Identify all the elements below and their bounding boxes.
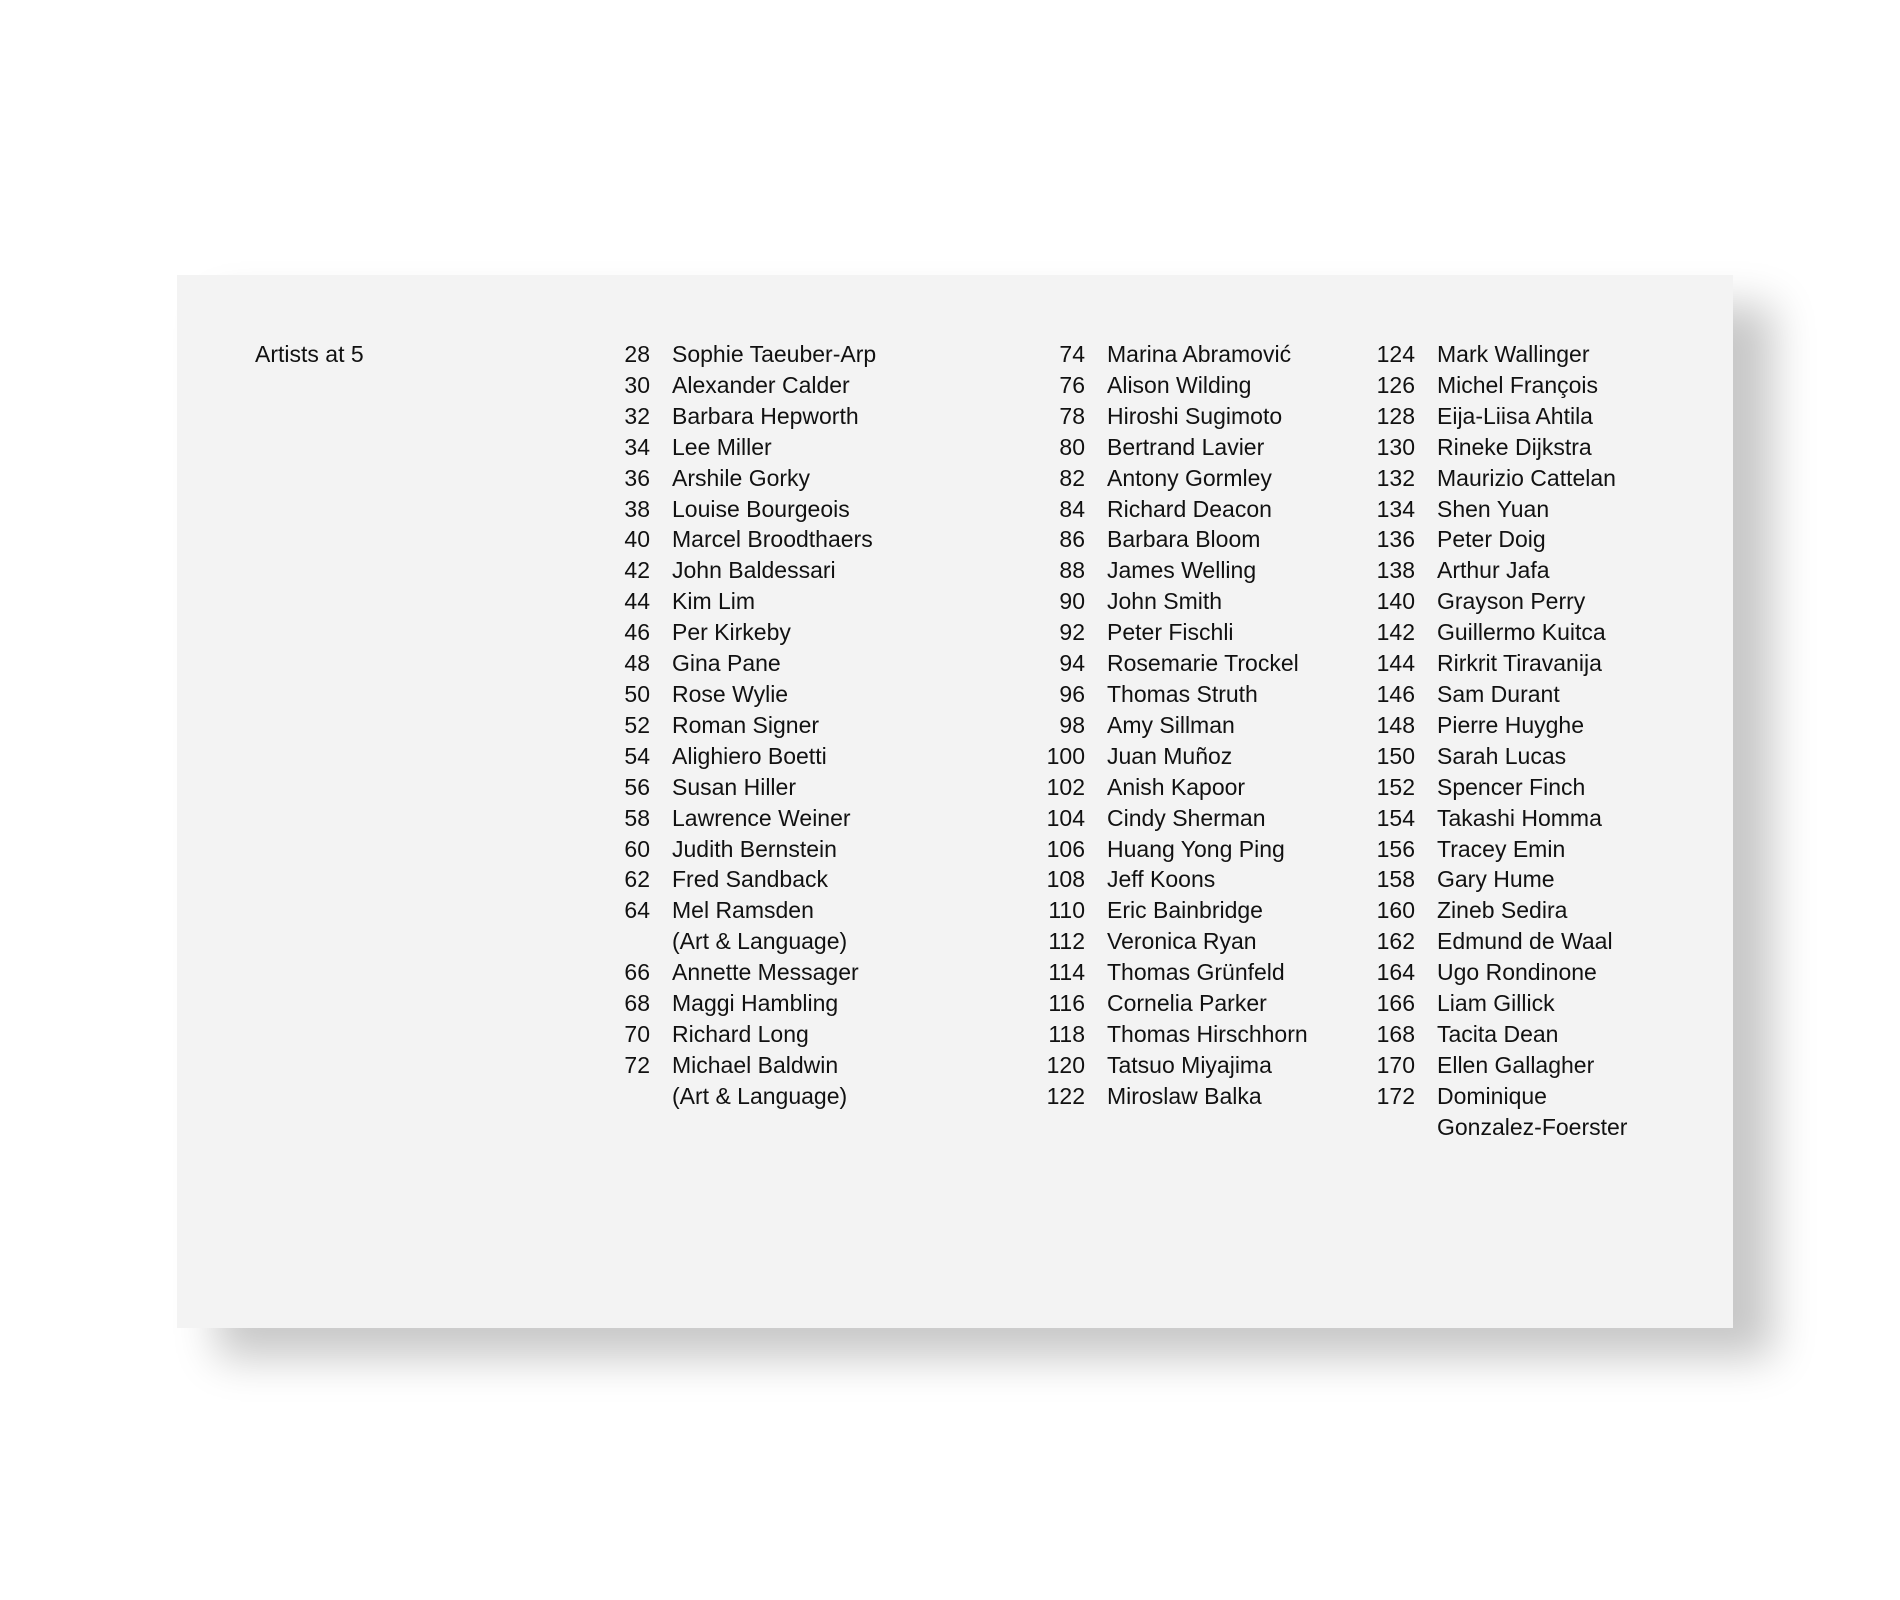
toc-artist-name: Annette Messager xyxy=(672,959,859,986)
toc-artist-name: Eric Bainbridge xyxy=(1107,897,1263,924)
toc-entry xyxy=(590,834,876,865)
toc-artist-name: Zineb Sedira xyxy=(1437,897,1568,924)
toc-artist-name: Jeff Koons xyxy=(1107,866,1216,893)
toc-artist-name: Louise Bourgeois xyxy=(672,495,850,522)
toc-entry xyxy=(1025,339,1308,370)
toc-page-number: 132 xyxy=(1376,464,1415,491)
toc-page-number: 42 xyxy=(624,557,650,584)
toc-page-number: 136 xyxy=(1376,526,1415,553)
toc-entry xyxy=(590,803,876,834)
toc-entry xyxy=(590,679,876,710)
toc-entry xyxy=(1025,555,1308,586)
toc-column-1 xyxy=(590,339,876,1112)
toc-entry xyxy=(1355,926,1627,957)
toc-entry xyxy=(1025,772,1308,803)
toc-page-number: 108 xyxy=(1046,866,1085,893)
toc-artist-name: Michel François xyxy=(1437,371,1599,398)
toc-artist-name: Rirkrit Tiravanija xyxy=(1437,650,1602,677)
toc-page-number: 124 xyxy=(1376,341,1415,367)
toc-artist-name: Arshile Gorky xyxy=(672,464,811,491)
toc-entry xyxy=(1025,586,1308,617)
toc-entry xyxy=(1355,494,1627,525)
toc-artist-name: Fred Sandback xyxy=(672,866,828,893)
toc-artist-name: Mark Wallinger xyxy=(1437,341,1590,367)
toc-entry xyxy=(1025,957,1308,988)
toc-page-number: 50 xyxy=(624,680,650,707)
toc-page-number: 142 xyxy=(1376,619,1415,646)
toc-artist-name: Hiroshi Sugimoto xyxy=(1107,402,1283,429)
toc-artist-name: Mel Ramsden (Art & Language) xyxy=(672,897,848,955)
toc-entry xyxy=(1355,586,1627,617)
toc-artist-name: Shen Yuan xyxy=(1437,495,1550,522)
toc-artist-name: Takashi Homma xyxy=(1437,804,1602,831)
toc-page-number: 114 xyxy=(1048,959,1085,986)
toc-entry xyxy=(1355,648,1627,679)
toc-artist-name: Arthur Jafa xyxy=(1437,557,1550,584)
toc-entry xyxy=(590,648,876,679)
toc-artist-name: Lawrence Weiner xyxy=(672,804,851,831)
toc-entry xyxy=(1355,1050,1627,1081)
toc-page-number: 64 xyxy=(624,897,650,924)
toc-artist-name: Thomas Struth xyxy=(1107,680,1258,707)
toc-entry xyxy=(1355,555,1627,586)
toc-column-3 xyxy=(1355,339,1627,1143)
toc-page-number: 102 xyxy=(1046,773,1085,800)
toc-artist-name: Liam Gillick xyxy=(1437,990,1555,1017)
toc-page-number: 38 xyxy=(624,495,650,522)
toc-page-number: 70 xyxy=(624,1020,650,1047)
toc-page-number: 148 xyxy=(1376,711,1415,738)
toc-page-number: 154 xyxy=(1376,804,1415,831)
toc-artist-name: Barbara Hepworth xyxy=(672,402,859,429)
toc-entry xyxy=(590,432,876,463)
toc-entry xyxy=(1025,648,1308,679)
toc-artist-name: Grayson Perry xyxy=(1437,588,1586,615)
toc-entry xyxy=(1355,1019,1627,1050)
toc-entry xyxy=(1025,679,1308,710)
toc-artist-name: Sarah Lucas xyxy=(1437,742,1567,769)
toc-entry xyxy=(1355,957,1627,988)
toc-entry xyxy=(1025,710,1308,741)
toc-artist-name: Richard Deacon xyxy=(1107,495,1272,522)
toc-entry xyxy=(1025,524,1308,555)
toc-artist-name: Sophie Taeuber-Arp xyxy=(672,341,877,367)
toc-entry xyxy=(590,524,876,555)
toc-artist-name: Judith Bernstein xyxy=(672,835,837,862)
toc-artist-name: Anish Kapoor xyxy=(1107,773,1246,800)
toc-page-number: 152 xyxy=(1376,773,1415,800)
toc-artist-name: Per Kirkeby xyxy=(672,619,791,646)
toc-artist-name: Lee Miller xyxy=(672,433,772,460)
toc-artist-name: Thomas Hirschhorn xyxy=(1107,1020,1308,1047)
toc-page-number: 92 xyxy=(1059,619,1085,646)
toc-entry xyxy=(590,772,876,803)
toc-artist-name: Rosemarie Trockel xyxy=(1107,650,1299,677)
toc-page-number: 94 xyxy=(1059,650,1085,677)
toc-artist-name: Alison Wilding xyxy=(1107,371,1252,398)
toc-entry xyxy=(1025,432,1308,463)
toc-artist-name: Alighiero Boetti xyxy=(672,742,827,769)
toc-page-number: 52 xyxy=(624,711,650,738)
toc-entry xyxy=(1025,617,1308,648)
toc-page-number: 56 xyxy=(624,773,650,800)
toc-entry xyxy=(1025,1081,1308,1112)
toc-page-number: 88 xyxy=(1059,557,1085,584)
toc-entry xyxy=(590,617,876,648)
document-title: Artists at 5 xyxy=(255,341,364,367)
toc-entry xyxy=(1355,401,1627,432)
toc-entry xyxy=(1025,463,1308,494)
toc-page-number: 98 xyxy=(1059,711,1085,738)
toc-entry xyxy=(1025,895,1308,926)
toc-page-number: 172 xyxy=(1376,1082,1415,1109)
toc-artist-name: Veronica Ryan xyxy=(1107,928,1257,955)
toc-page-number: 118 xyxy=(1048,1020,1085,1047)
toc-page-number: 128 xyxy=(1376,402,1415,429)
toc-artist-name: Ugo Rondinone xyxy=(1437,959,1597,986)
toc-entry xyxy=(1355,772,1627,803)
toc-page-number: 84 xyxy=(1059,495,1085,522)
toc-entry xyxy=(590,741,876,772)
toc-entry xyxy=(590,586,876,617)
toc-artist-name: Guillermo Kuitca xyxy=(1437,619,1606,646)
toc-entry xyxy=(1355,834,1627,865)
toc-artist-name: John Smith xyxy=(1107,588,1223,615)
toc-entry xyxy=(1355,864,1627,895)
toc-page-number: 60 xyxy=(624,835,650,862)
toc-page-number: 54 xyxy=(624,742,650,769)
toc-page-number: 30 xyxy=(624,371,650,398)
toc-page-number: 36 xyxy=(624,464,650,491)
toc-page-number: 86 xyxy=(1059,526,1085,553)
toc-page-number: 66 xyxy=(624,959,650,986)
toc-page-number: 150 xyxy=(1376,742,1415,769)
toc-entry xyxy=(590,339,876,370)
toc-artist-name: Gina Pane xyxy=(672,650,781,677)
toc-page-number: 140 xyxy=(1376,588,1415,615)
toc-entry xyxy=(1355,803,1627,834)
toc-artist-name: John Baldessari xyxy=(672,557,836,584)
toc-entry xyxy=(1355,463,1627,494)
toc-entry xyxy=(590,895,876,957)
toc-page-number: 130 xyxy=(1376,433,1415,460)
toc-artist-name: Tacita Dean xyxy=(1437,1020,1559,1047)
toc-artist-name: Barbara Bloom xyxy=(1107,526,1261,553)
toc-artist-name: Amy Sillman xyxy=(1107,711,1235,738)
toc-artist-name: Richard Long xyxy=(672,1020,809,1047)
toc-entry xyxy=(1355,710,1627,741)
toc-page-number: 28 xyxy=(624,341,650,367)
toc-page-number: 160 xyxy=(1376,897,1415,924)
toc-page-number: 156 xyxy=(1376,835,1415,862)
toc-entry xyxy=(1355,679,1627,710)
toc-page-number: 116 xyxy=(1048,990,1085,1017)
toc-entry xyxy=(1355,370,1627,401)
toc-page-number: 80 xyxy=(1059,433,1085,460)
toc-artist-name: Pierre Huyghe xyxy=(1437,711,1585,738)
toc-page-number: 96 xyxy=(1059,680,1085,707)
toc-page-number: 134 xyxy=(1376,495,1415,522)
toc-page-number: 32 xyxy=(624,402,650,429)
toc-entry xyxy=(1025,803,1308,834)
toc-page-number: 168 xyxy=(1376,1020,1415,1047)
toc-entry xyxy=(1355,741,1627,772)
toc-artist-name: Tatsuo Miyajima xyxy=(1107,1051,1272,1078)
toc-page-number: 90 xyxy=(1059,588,1085,615)
toc-entry xyxy=(1355,895,1627,926)
toc-entry xyxy=(590,864,876,895)
toc-entry xyxy=(590,1019,876,1050)
toc-page-number: 48 xyxy=(624,650,650,677)
toc-page-number: 100 xyxy=(1046,742,1085,769)
toc-page-number: 40 xyxy=(624,526,650,553)
toc-entry xyxy=(590,988,876,1019)
toc-page-number: 58 xyxy=(624,804,650,831)
toc-entry xyxy=(1025,494,1308,525)
toc-entry xyxy=(1025,1050,1308,1081)
toc-artist-name: Tracey Emin xyxy=(1437,835,1566,862)
toc-entry xyxy=(1355,432,1627,463)
toc-artist-name: Maurizio Cattelan xyxy=(1437,464,1616,491)
toc-entry xyxy=(590,555,876,586)
toc-page-number: 106 xyxy=(1046,835,1085,862)
toc-entry xyxy=(1025,741,1308,772)
toc-page-number: 146 xyxy=(1376,680,1415,707)
toc-entry xyxy=(1025,834,1308,865)
toc-page-number: 112 xyxy=(1048,928,1085,955)
toc-page-number: 144 xyxy=(1376,650,1415,677)
toc-entry xyxy=(1025,370,1308,401)
toc-artist-name: Roman Signer xyxy=(672,711,820,738)
toc-artist-name: Eija-Liisa Ahtila xyxy=(1437,402,1593,429)
toc-page-number: 82 xyxy=(1059,464,1085,491)
toc-artist-name: Antony Gormley xyxy=(1107,464,1272,491)
toc-page-number: 120 xyxy=(1046,1051,1085,1078)
toc-artist-name: Juan Muñoz xyxy=(1107,742,1233,769)
toc-artist-name: Alexander Calder xyxy=(672,371,850,398)
toc-entry xyxy=(590,710,876,741)
toc-artist-name: Sam Durant xyxy=(1437,680,1560,707)
toc-artist-name: Rose Wylie xyxy=(672,680,789,707)
toc-artist-name: Dominique Gonzalez-Foerster xyxy=(1437,1082,1628,1140)
toc-artist-name: Edmund de Waal xyxy=(1437,928,1613,955)
toc-entry xyxy=(590,370,876,401)
toc-artist-name: Marina Abramović xyxy=(1107,341,1292,367)
toc-artist-name: Rineke Dijkstra xyxy=(1437,433,1592,460)
toc-page-number: 164 xyxy=(1376,959,1415,986)
toc-page-number: 138 xyxy=(1376,557,1415,584)
toc-entry xyxy=(1025,401,1308,432)
document-page xyxy=(177,275,1733,1328)
toc-artist-name: Cornelia Parker xyxy=(1107,990,1267,1017)
toc-page-number: 166 xyxy=(1376,990,1415,1017)
toc-entry xyxy=(590,463,876,494)
toc-page-number: 62 xyxy=(624,866,650,893)
toc-page-number: 110 xyxy=(1048,897,1085,924)
toc-artist-name: Maggi Hambling xyxy=(672,990,839,1017)
toc-page-number: 122 xyxy=(1046,1082,1085,1109)
toc-page-number: 68 xyxy=(624,990,650,1017)
toc-entry xyxy=(1355,524,1627,555)
toc-artist-name: Kim Lim xyxy=(672,588,756,615)
toc-artist-name: Thomas Grünfeld xyxy=(1107,959,1285,986)
toc-page-number: 158 xyxy=(1376,866,1415,893)
toc-page-number: 46 xyxy=(624,619,650,646)
toc-page-number: 44 xyxy=(624,588,650,615)
toc-artist-name: Peter Fischli xyxy=(1107,619,1234,646)
toc-entry xyxy=(590,401,876,432)
toc-artist-name: Marcel Broodthaers xyxy=(672,526,873,553)
toc-page-number: 162 xyxy=(1376,928,1415,955)
toc-entry xyxy=(1355,988,1627,1019)
toc-artist-name: James Welling xyxy=(1107,557,1257,584)
toc-entry xyxy=(1025,1019,1308,1050)
toc-artist-name: Spencer Finch xyxy=(1437,773,1586,800)
toc-artist-name: Susan Hiller xyxy=(672,773,796,800)
toc-page-number: 126 xyxy=(1376,371,1415,398)
toc-column-2 xyxy=(1025,339,1308,1112)
toc-entry xyxy=(590,494,876,525)
toc-entry xyxy=(1355,339,1627,370)
toc-artist-name: Ellen Gallagher xyxy=(1437,1051,1595,1078)
toc-entry xyxy=(590,957,876,988)
toc-page-number: 72 xyxy=(624,1051,650,1078)
toc-artist-name: Gary Hume xyxy=(1437,866,1555,893)
toc-entry xyxy=(1025,926,1308,957)
toc-page-number: 76 xyxy=(1059,371,1085,398)
toc-entry xyxy=(1355,617,1627,648)
toc-entry xyxy=(590,1050,876,1112)
toc-artist-name: Bertrand Lavier xyxy=(1107,433,1265,460)
toc-artist-name: Huang Yong Ping xyxy=(1107,835,1285,862)
toc-page-number: 78 xyxy=(1059,402,1085,429)
toc-page-number: 104 xyxy=(1046,804,1085,831)
toc-page-number: 34 xyxy=(624,433,650,460)
toc-artist-name: Peter Doig xyxy=(1437,526,1546,553)
toc-artist-name: Miroslaw Balka xyxy=(1107,1082,1262,1109)
toc-entry xyxy=(1025,988,1308,1019)
toc-entry xyxy=(1025,864,1308,895)
toc-artist-name: Cindy Sherman xyxy=(1107,804,1266,831)
toc-page-number: 74 xyxy=(1059,341,1085,367)
toc-artist-name: Michael Baldwin (Art & Language) xyxy=(672,1051,848,1109)
toc-page-number: 170 xyxy=(1376,1051,1415,1078)
toc-entry xyxy=(1355,1081,1627,1143)
